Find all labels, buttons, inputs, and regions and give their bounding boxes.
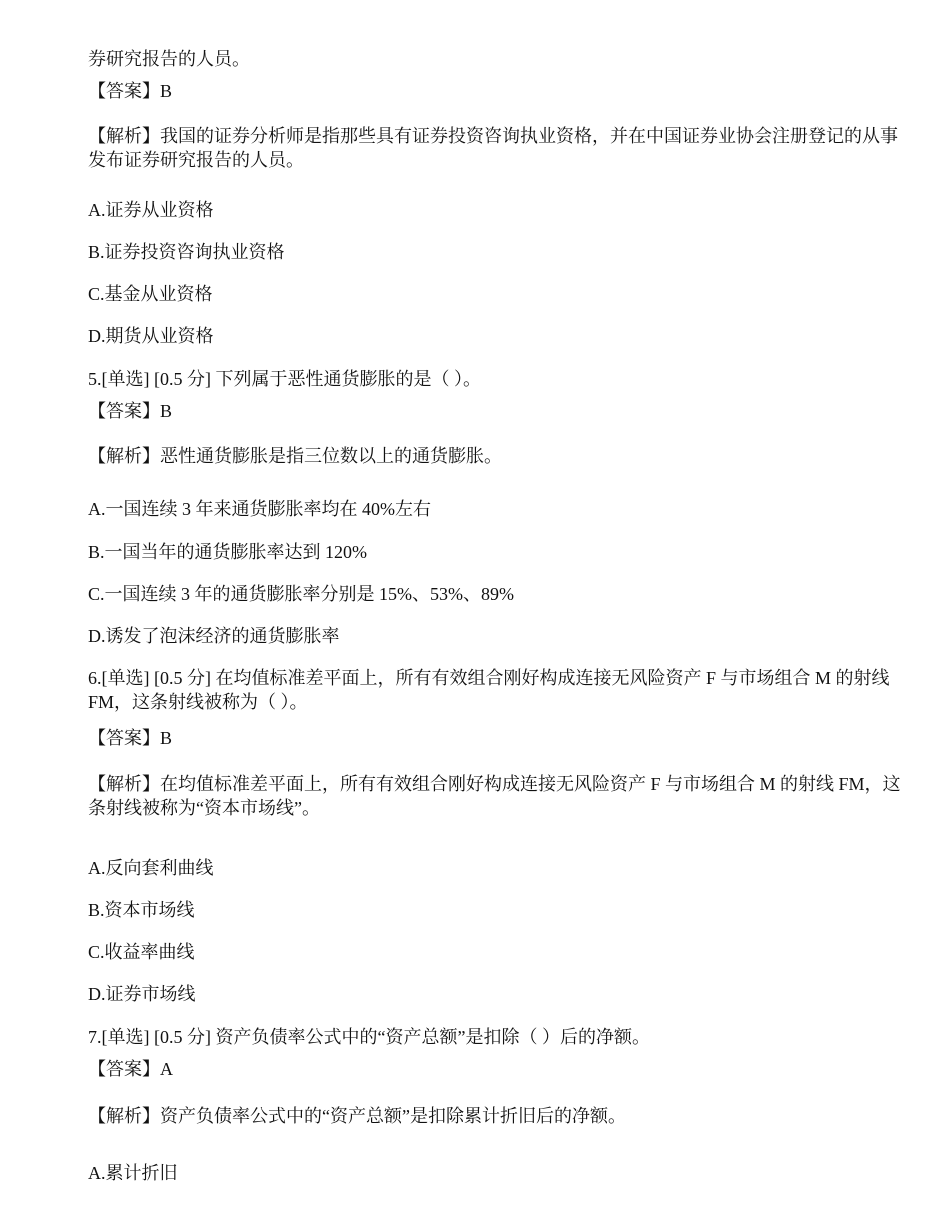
question-7: 7.[单选] [0.5 分] 资产负债率公式中的“资产总额”是扣除（ ）后的净额。 <box>88 1027 650 1047</box>
question-continuation: 券研究报告的人员。 <box>88 49 250 69</box>
option-d: D.证券市场线 <box>88 984 196 1004</box>
analysis-line: 【解析】在均值标准差平面上，所有有效组合刚好构成连接无风险资产 F 与市场组合 M 的射线 FM，这条射线被称为“资本市场线”。 <box>88 774 901 818</box>
analysis-line: 【解析】资产负债率公式中的“资产总额”是扣除累计折旧后的净额。 <box>88 1106 626 1126</box>
option-b: B.一国当年的通货膨胀率达到 120% <box>88 542 367 562</box>
option-a: A.累计折旧 <box>88 1163 178 1183</box>
option-d: D.期货从业资格 <box>88 326 214 346</box>
question-6: 6.[单选] [0.5 分] 在均值标准差平面上，所有有效组合刚好构成连接无风险资产 F 与市场组合 M 的射线 FM，这条射线被称为（ ）。 <box>88 668 894 712</box>
analysis-line: 【解析】恶性通货膨胀是指三位数以上的通货膨胀。 <box>88 446 502 466</box>
option-c: C.基金从业资格 <box>88 284 213 304</box>
option-d: D.诱发了泡沫经济的通货膨胀率 <box>88 626 340 646</box>
option-a: A.证券从业资格 <box>88 200 214 220</box>
question-5: 5.[单选] [0.5 分] 下列属于恶性通货膨胀的是（ ）。 <box>88 369 481 389</box>
option-c: C.一国连续 3 年的通货膨胀率分别是 15%、53%、89% <box>88 584 514 604</box>
answer-line: 【答案】B <box>88 81 173 101</box>
option-b: B.证券投资咨询执业资格 <box>88 242 285 262</box>
answer-line: 【答案】B <box>88 401 173 421</box>
answer-line: 【答案】B <box>88 728 173 748</box>
option-a: A.反向套利曲线 <box>88 858 214 878</box>
answer-line: 【答案】A <box>88 1059 173 1079</box>
analysis-line: 【解析】我国的证券分析师是指那些具有证券投资咨询执业资格，并在中国证券业协会注册登记的从事发布证券研究报告的人员。 <box>88 126 898 170</box>
option-b: B.资本市场线 <box>88 900 195 920</box>
option-c: C.收益率曲线 <box>88 942 195 962</box>
option-a: A.一国连续 3 年来通货膨胀率均在 40%左右 <box>88 499 431 519</box>
